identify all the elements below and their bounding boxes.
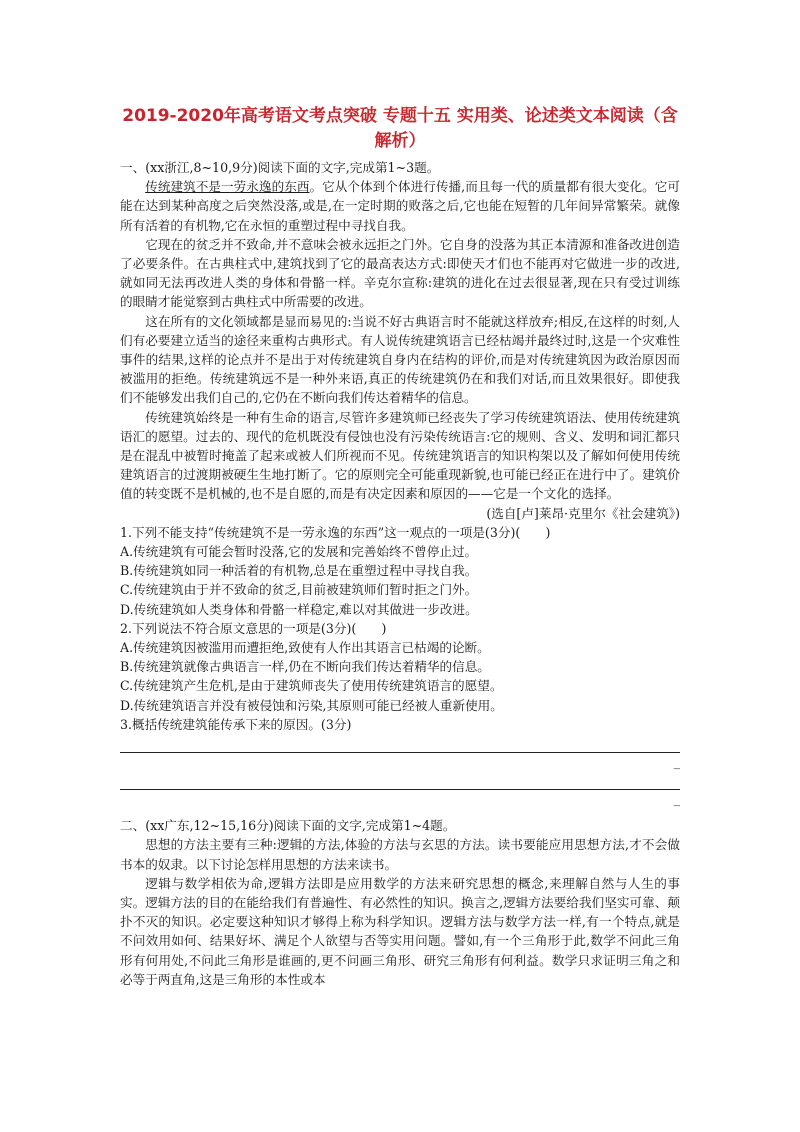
passage-paragraph: 它现在的贫乏并不致命,并不意味会被永远拒之门外。它自身的没落为其正本清源和准备改进创造了必要条件。在古典柱式中,建筑找到了它的最高表达方式:即使天才们也不能再对它做进一步的改进,就如同无法再改进人类的身体和骨骼一样。辛克尔宣称:建筑的进化在过去很显著,现在只有受过训练的眼睛才能觉察到古典柱式中所需要的改进。 (120, 236, 680, 310)
page-title (110, 104, 690, 154)
question-1: 1.下列不能支持“传统建筑不是一劳永逸的东西”这一观点的一项是(3分)( ) (120, 524, 551, 540)
passage-paragraph: 传统建筑始终是一种有生命的语言,尽管许多建筑师已经丧失了学习传统建筑语法、使用传统建筑语汇的愿望。过去的、现代的危机既没有侵蚀也没有污染传统语言:它的规则、含义、发明和词汇都只是在混乱中被暂时掩盖了起来或被人们所视而不见。传统建筑语言的知识构架以及了解如何使用传统建筑语言的过渡期被硬生生地打断了。它的原则完全可能重现新貌,也可能已经正在进行中了。建筑价值的转变既不是机械的,也不是自愿的,而是有决定因素和原因的——它是一个文化的选择。 (120, 409, 680, 502)
document-body (120, 158, 680, 989)
section-two-heading: 二、(xx广东,12~15,16分)阅读下面的文字,完成第1~4题。 (120, 818, 456, 834)
question-3: 3.概括传统建筑能传承下来的原因。(3分) (120, 716, 352, 732)
underlined-phrase: 传统建筑不是一劳永逸的东西 (145, 179, 310, 195)
q2-option-c: C.传统建筑产生危机,是由于建筑师丧失了使用传统建筑语言的愿望。 (120, 678, 503, 694)
passage-source: (选自[卢]莱昂·克里尔《社会建筑》) (486, 505, 680, 521)
section-one-heading: 一、(xx浙江,8~10,9分)阅读下面的文字,完成第1~3题。 (120, 160, 440, 175)
passage-paragraph: 思想的方法主要有三种:逻辑的方法,体验的方法与玄思的方法。读书要能应用思想方法,才不会做书本的奴隶。以下讨论怎样用思想的方法来读书。 (120, 837, 680, 872)
q2-option-b: B.传统建筑就像古典语言一样,仍在不断向我们传达着精华的信息。 (120, 659, 490, 675)
q1-option-c: C.传统建筑由于并不致命的贫乏,目前被建筑师们暂时拒之门外。 (120, 582, 478, 598)
passage-paragraph: 逻辑与数学相依为命,逻辑方法即是应用数学的方法来研究思想的概念,来理解自然与人生的事实。逻辑方法的目的在能给我们有普遍性、有必然性的知识。换言之,逻辑方法要给我们坚实可靠、颠扑不灭的知识。必定要这种知识才够得上称为科学知识。逻辑方法与数学方法一样,有一个特点,就是不问效用如何、结果好坏、满足个人欲望与否等实用问题。譬如,有一个三角形于此,数学不问此三角形有何用处,不问此三角形是谁画的,更不问画三角形、研究三角形有何利益。数学只求证明三角之和必等于两直角,这是三角形的本性或本 (120, 875, 680, 987)
title-line-2: 解析） (374, 131, 426, 151)
q1-option-d: D.传统建筑如人类身体和骨骼一样稳定,难以对其做进一步改进。 (120, 601, 478, 617)
answer-line-mark: _ (673, 791, 680, 807)
q2-option-a: A.传统建筑因被滥用而遭拒绝,致使有人作出其语言已枯竭的论断。 (120, 640, 490, 656)
question-2: 2.下列说法不符合原文意思的一项是(3分)( ) (120, 620, 387, 636)
passage-paragraph: 传统建筑不是一劳永逸的东西。它从个体到个体进行传播,而且每一代的质量都有很大变化。它可能在达到某种高度之后突然没落,或是,在一定时期的败落之后,它也能在短暂的几年间异常繁荣。就像所有活着的有机物,它在永恒的重塑过程中寻找自我。 (120, 179, 680, 233)
q2-option-d: D.传统建筑语言并没有被侵蚀和污染,其原则可能已经被人重新使用。 (120, 697, 503, 713)
q1-option-b: B.传统建筑如同一种活着的有机物,总是在重塑过程中寻找自我。 (120, 563, 478, 579)
passage-paragraph: 这在所有的文化领域都是显而易见的:当说不好古典语言时不能就这样放弃;相反,在这样的时刻,人们有必要建立适当的途径来重构古典形式。有人说传统建筑语言已经枯竭并最终过时,这是一个灾难性事件的结果,这样的论点并不是出于对传统建筑自身内在结构的评价,而是对传统建筑因为政治原因而被滥用的拒绝。传统建筑远不是一种外来语,真正的传统建筑仍在和我们对话,而且效果很好。即使我们不能够发出我们自己的,它仍在不断向我们传达着精华的信息。 (120, 313, 680, 406)
title-line-1: 2019-2020年高考语文考点突破 专题十五 实用类、论述类文本阅读（含 (122, 106, 678, 126)
q1-option-a: A.传统建筑有可能会暂时没落,它的发展和完善始终不曾停止过。 (120, 544, 478, 560)
answer-line-mark: _ (673, 754, 680, 770)
